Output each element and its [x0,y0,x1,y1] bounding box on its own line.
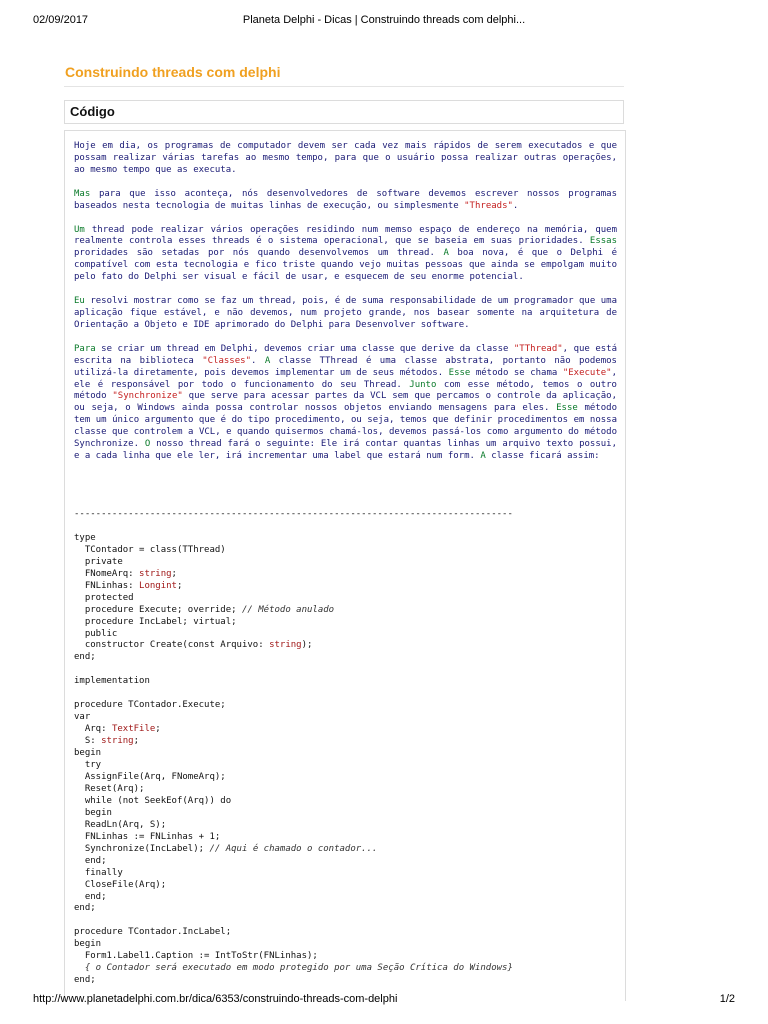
paragraph-5-text-f: , ele é responsável por todo o funcionamento do seu Thread. [74,367,618,390]
code-line: end; [74,855,107,866]
code-line: FNLinhas := FNLinhas + 1; [74,831,221,842]
code-line: begin [74,748,102,759]
paragraph-5-lead-7: A [480,450,486,461]
code-line: AssignFile(Arq, FNomeArq); [74,771,226,782]
paragraph-5-lead-5: Esse [556,403,578,414]
code-line: implementation [74,676,150,687]
code-line: procedure IncLabel; virtual; [74,616,237,627]
code-line: Form1.Label1.Caption := IntToStr(FNLinhas); [74,951,318,962]
article-content [64,130,626,1001]
code-line: ; [176,580,183,591]
paragraph-5-lead: Para [74,343,96,354]
paragraph-5-text-h: que serve para acessar partes da VCL sem que percamos o controle da aplicação, ou seja, o Windows ainda possa controlar nossos objetos enviando mensagens para eles. [74,391,617,414]
code-line: procedure Execute; override; [74,604,242,615]
code-type: TextFile [111,724,156,735]
code-line: ReadLn(Arq, S); [74,819,167,830]
title-divider [64,86,624,87]
code-line: CloseFile(Arq); [74,879,167,890]
paragraph-5-lead-3: Esse [448,367,471,378]
code-line: begin [74,807,112,818]
code-line: procedure TContador.Execute; [74,700,226,711]
code-line: ; [133,736,140,747]
code-line: finally [74,867,123,878]
paragraph-3-text-a: thread pode realizar vários operações residindo num memso espaço de endereço na memória, quem realmente controla esses threads é o sistema operacional, que se baseia em suas prioridades. [74,224,617,247]
code-block [74,509,619,987]
section-heading: Código [70,104,115,119]
code-type: string [101,736,134,747]
paragraph-2-text-a: para que isso aconteça, nós desenvolvedores de software devemos escrever nossos programas baseados nesta tecnologia de muitas linhas de execução, ou simplesmente [74,188,617,211]
paragraph-3 [74,225,617,285]
paragraph-5-text-g: com esse método, temos o outro método [74,379,617,402]
code-line: var [74,712,91,723]
print-page-title: Planeta Delphi - Dicas | Construindo threads com delphi... [242,14,526,26]
code-line: end; [74,903,96,914]
paragraph-5-text-c: . [251,355,265,366]
code-line: FNLinhas: [74,580,140,591]
paragraph-2-quote: "Threads" [464,200,513,211]
code-line: procedure TContador.IncLabel; [74,927,232,938]
paragraph-4-text: resolvi mostrar como se faz um thread, pois, é de suma responsabilidade de um programador que uma aplicação fique estável, e não devemos, num projeto grande, nos basear somente na arquitetura de Orientação a Objeto e IDE aprimorado do Delphi para Desenvolver software. [74,296,617,330]
print-url: http://www.planetadelphi.com.br/dica/6353/construindo-threads-com-delphi [33,993,398,1005]
paragraph-5-text-j: nosso thread fará o seguinte: Ele irá contar quantas linhas um arquivo texto possui, e a cada linha que ele ler, irá incrementar uma label que estará num form. [74,439,617,461]
code-line: end; [74,975,96,986]
code-line: Arq: [74,724,112,735]
code-line: ; [155,724,161,735]
paragraph-5-lead-4: Junto [409,379,437,390]
paragraph-1 [74,141,617,177]
code-line: end; [74,652,96,663]
code-type: Longint [139,580,177,591]
code-line: begin [74,939,102,950]
paragraph-2 [74,189,617,213]
code-type: string [269,640,302,651]
print-date: 02/09/2017 [33,14,89,26]
paragraph-3-text-b: proridades são setadas por nós quando desenvolvemos um thread. [74,248,444,259]
code-line: end; [74,891,107,902]
paragraph-1-text: Hoje em dia, os programas de computador devem ser cada vez mais rápidos de serem executados e que possam realizar várias tarefas ao mesmo tempo, para que o usuário possa realizar outras operações, ao mesmo tempo que as executa. [74,141,617,175]
paragraph-5-text-e: método se chama [470,367,563,378]
article-title[interactable]: Construindo threads com delphi [65,64,281,80]
paragraph-5-quote-2: "Classes" [202,355,251,366]
paragraph-5-text-i: método tem um único argumento que é do tipo procedimento, ou seja, temos que definir procedimentos em nossa classe que controlem a VCL, e quando quisermos chamá-los, devemos passá-los como argumento do método Synchronize. [74,403,617,450]
code-line: public [74,628,118,639]
code-line: private [74,556,123,567]
paragraph-3-text-c: boa nova, é que o Delphi é compatível com esta tecnologia e fico triste quando vejo muitas pessoas que ainda se empolgam muito pelo fato do Delphi ser visual e fácil de usar, e esquecem de seu enorme potencial. [74,248,617,283]
article-prose [74,141,617,475]
code-line: S: [74,736,102,747]
code-line: Synchronize(IncLabel); [74,843,210,854]
code-line: type [74,532,96,543]
paragraph-3-lead-2: Essas [589,236,617,247]
code-line: TContador = class(TThread) [74,544,226,555]
paragraph-5-quote-4: "Synchronize" [112,391,183,402]
paragraph-4 [74,296,617,332]
paragraph-3-lead: Um [74,224,85,235]
paragraph-5-text-a: se criar um thread em Delphi, devemos criar uma classe que derive da classe [95,343,514,354]
code-line: FNomeArq: [74,568,140,579]
code-line: ); [301,640,313,651]
paragraph-5-lead-6: O [144,439,151,450]
code-line: Reset(Arq); [74,783,145,794]
paragraph-5 [74,344,617,463]
paragraph-5-lead-2: A [264,355,271,366]
section-header [64,100,624,124]
code-comment: { o Contador será executado em modo protegido por uma Seção Crítica do Windows} [74,963,513,974]
paragraph-5-quote-3: "Execute" [562,367,612,378]
paragraph-5-text-b: , que está escrita na biblioteca [74,343,617,366]
print-header [0,14,768,30]
paragraph-2-lead: Mas [74,188,91,199]
paragraph-2-text-b: . [512,200,519,211]
code-line: protected [74,592,134,603]
code-line: constructor Create(const Arquivo: [74,640,270,651]
code-separator: --------------------------------------------------------------------------------- [74,509,513,519]
paragraph-5-text-d: classe TThread é uma classe abstrata, portanto não podemos utilizá-la diretamente, pois devemos implementar um de seus métodos. [74,355,617,378]
code-comment: // Método anulado [241,604,335,615]
paragraph-5-quote-1: "TThread" [513,343,563,354]
code-line: try [74,760,102,771]
code-line: ; [171,568,177,579]
code-line: while (not SeekEof(Arq)) do [74,795,232,806]
print-page-number: 1/2 [719,993,735,1005]
paragraph-3-lead-3: A [443,248,449,259]
paragraph-4-lead: Eu [74,296,85,307]
paragraph-5-text-k: classe ficará assim: [485,450,600,461]
code-type: string [139,568,172,579]
code-comment: // Aqui é chamado o contador... [209,843,378,854]
